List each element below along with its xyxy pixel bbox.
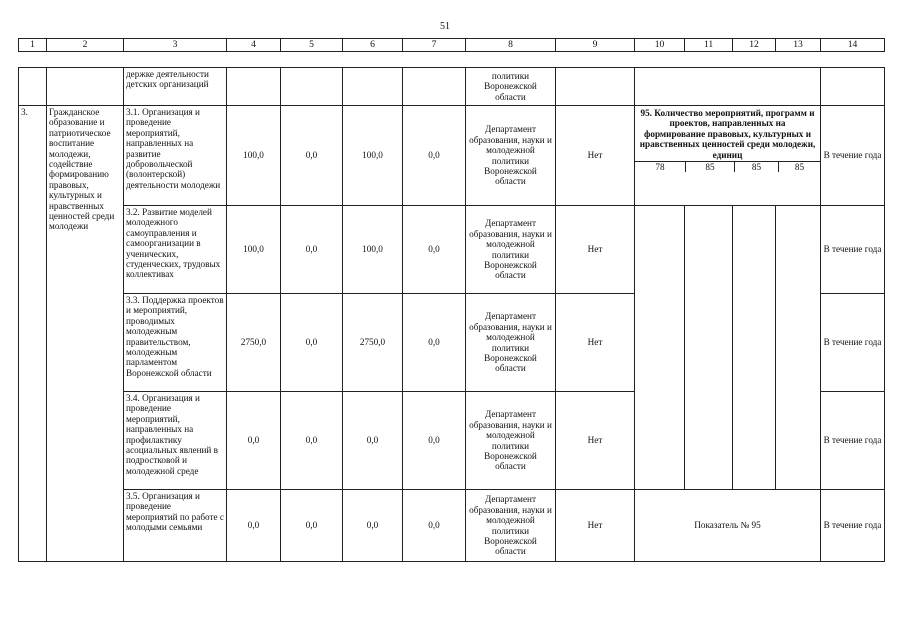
department-cell: Департамент образования, науки и молодежной политики Воронежской области <box>466 206 556 294</box>
department-cell: политики Воронежской области <box>466 68 556 106</box>
indicator-title: 95. Количество мероприятий, программ и проектов, направленных на формирование правовых, культурных и нравственных ценностей среди молодежи, единиц <box>639 108 816 160</box>
value-cell: 0,0 <box>281 206 343 294</box>
indicator-values <box>635 161 820 172</box>
answer-cell: Нет <box>556 106 635 206</box>
gap-row <box>19 52 885 68</box>
header-cell: 6 <box>343 39 403 52</box>
indicator-value: 78 <box>635 162 686 172</box>
table-row <box>19 294 885 392</box>
table-row <box>19 392 885 490</box>
value-cell: 0,0 <box>227 392 281 490</box>
header-cell: 14 <box>821 39 885 52</box>
activity-cell: 3.1. Организация и проведение мероприятий, направленных на развитие добровольческой (волонтерской) деятельности молодежи <box>124 106 227 206</box>
term-cell: В течение года <box>821 106 885 206</box>
table-row <box>19 206 885 294</box>
activity-cell: держке деятельности детских организаций <box>124 68 227 106</box>
value-cell: 0,0 <box>343 490 403 562</box>
value-cell: 0,0 <box>281 490 343 562</box>
header-cell: 10 <box>635 39 685 52</box>
value-cell: 100,0 <box>227 206 281 294</box>
header-cell: 11 <box>685 39 733 52</box>
header-cell: 2 <box>47 39 124 52</box>
header-row <box>19 39 885 52</box>
term-cell: В течение года <box>821 490 885 562</box>
header-cell: 3 <box>124 39 227 52</box>
value-cell: 2750,0 <box>227 294 281 392</box>
table-row <box>19 490 885 562</box>
indicator-reference: Показатель № 95 <box>635 490 821 562</box>
value-cell: 0,0 <box>403 490 466 562</box>
header-cell: 5 <box>281 39 343 52</box>
value-cell: 100,0 <box>343 106 403 206</box>
indicator-block <box>635 106 821 206</box>
header-cell: 9 <box>556 39 635 52</box>
department-cell: Департамент образования, науки и молодежной политики Воронежской области <box>466 392 556 490</box>
continuation-row <box>19 68 885 106</box>
section-name: Гражданское образование и патриотическое воспитание молодежи, содействие формированию правовых, культурных и нравственных ценностей среди молодежи <box>47 106 124 562</box>
value-cell: 0,0 <box>403 206 466 294</box>
term-cell: В течение года <box>821 392 885 490</box>
answer-cell: Нет <box>556 392 635 490</box>
value-cell: 0,0 <box>403 294 466 392</box>
activity-cell: 3.3. Поддержка проектов и мероприятий, проводимых молодежным правительством, молодежным парламентом Воронежской области <box>124 294 227 392</box>
value-cell: 0,0 <box>403 392 466 490</box>
value-cell: 100,0 <box>227 106 281 206</box>
indicator-value: 85 <box>735 162 779 172</box>
header-cell: 7 <box>403 39 466 52</box>
header-cell: 13 <box>776 39 821 52</box>
value-cell: 0,0 <box>281 392 343 490</box>
table-row <box>19 106 885 206</box>
term-cell: В течение года <box>821 294 885 392</box>
header-cell: 1 <box>19 39 47 52</box>
activity-cell: 3.4. Организация и проведение мероприятий, направленных на профилактику асоциальных явлений в подростковой и молодежной среде <box>124 392 227 490</box>
value-cell: 0,0 <box>403 106 466 206</box>
activity-cell: 3.2. Развитие моделей молодежного самоуправления и самоорганизации в ученических, студенческих, трудовых коллективах <box>124 206 227 294</box>
answer-cell: Нет <box>556 294 635 392</box>
term-cell: В течение года <box>821 206 885 294</box>
indicator-value: 85 <box>686 162 735 172</box>
header-cell: 12 <box>733 39 776 52</box>
answer-cell: Нет <box>556 490 635 562</box>
activity-cell: 3.5. Организация и проведение мероприятий по работе с молодыми семьями <box>124 490 227 562</box>
department-cell: Департамент образования, науки и молодежной политики Воронежской области <box>466 106 556 206</box>
section-number: 3. <box>19 106 47 562</box>
indicator-value: 85 <box>794 161 805 172</box>
value-cell: 0,0 <box>343 392 403 490</box>
program-table <box>18 38 885 562</box>
value-cell: 0,0 <box>227 490 281 562</box>
header-cell: 8 <box>466 39 556 52</box>
header-cell: 4 <box>227 39 281 52</box>
department-cell: Департамент образования, науки и молодежной политики Воронежской области <box>466 490 556 562</box>
answer-cell: Нет <box>556 206 635 294</box>
value-cell: 100,0 <box>343 206 403 294</box>
value-cell: 0,0 <box>281 106 343 206</box>
department-cell: Департамент образования, науки и молодежной политики Воронежской области <box>466 294 556 392</box>
value-cell: 2750,0 <box>343 294 403 392</box>
value-cell: 0,0 <box>281 294 343 392</box>
page-number: 51 <box>440 21 450 32</box>
